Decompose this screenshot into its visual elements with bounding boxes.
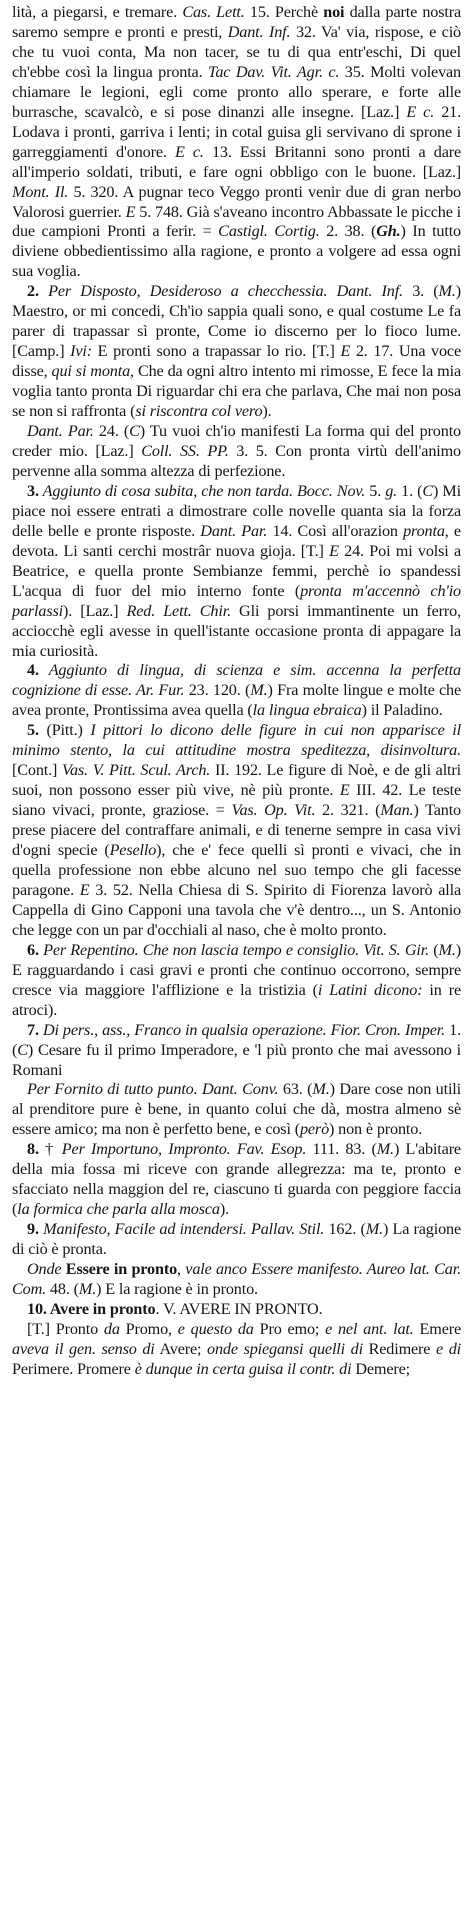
text-run: E pronti sono a trapassar lo rio. [T.]	[92, 342, 341, 361]
text-run: M.	[312, 1080, 330, 1099]
text-run: 8.	[27, 1140, 39, 1159]
text-run: 24. (	[93, 422, 130, 441]
text-run: Perimere. Promere	[12, 1359, 135, 1378]
text-run: E c.	[174, 142, 204, 161]
text-run: E	[339, 781, 350, 800]
text-run: qui si monta,	[51, 362, 134, 381]
text-run: noi	[323, 3, 345, 21]
text-run: , e devota. Li santi cerchi mostrâr nuova gioja. [T.]	[12, 521, 461, 560]
sense-3	[12, 482, 461, 662]
text-run: Demere;	[351, 1359, 410, 1378]
text-run: 10.	[27, 1299, 47, 1318]
text-run: ).	[262, 402, 272, 421]
text-run: ) Tu vuoi ch'io manifesti La forma qui del pronto creder mio. [Laz.]	[12, 422, 461, 460]
text-run: i Latini dicono:	[317, 980, 423, 999]
sense-7-cont	[12, 1080, 461, 1140]
text-run: 3. (	[402, 282, 439, 301]
text-run: Per Importuno, Impronto. Fav. Esop.	[61, 1140, 307, 1159]
text-run: è dunque in certa guisa il contr. di	[134, 1359, 352, 1378]
text-run: 35. Molti volevan chiamare le legioni, egli come pronto allo sperare, e forte alle burrasche, scavalcò, e si pose dinanzi alle insegne. [Laz.]	[12, 62, 461, 121]
text-run: Pesello	[109, 841, 157, 860]
text-run: la formica che parla alla mosca	[17, 1200, 220, 1219]
text-run: 162. (	[324, 1220, 366, 1239]
text-run: ,	[177, 1260, 186, 1279]
text-run: E c.	[406, 102, 435, 121]
text-run: M.	[376, 1140, 394, 1159]
text-run: ) E ragguardando i casi gravi e pronti che continuo occorrono, sempre cresce via maggiore l'afflizione e la tristizia (	[12, 940, 461, 999]
text-run: †	[38, 1140, 62, 1159]
text-run: Castigl. Cortig.	[218, 222, 320, 241]
text-run: g.	[385, 481, 398, 500]
text-run: 1. (	[397, 481, 423, 500]
text-run: 15. Perchè	[244, 3, 324, 21]
text-run: ) non è pronto.	[329, 1120, 423, 1139]
text-run: 3. 52. Nella Chiesa di S. Spirito di Fiorenza lavorò alla Cappella di Gino Capponi una tavola che v'è dentro..., un S. Antonio che legge con un par d'occhiali al naso, che è molto pronto.	[12, 880, 461, 939]
text-run: Aggiunto di lingua, di scienza e sim. accenna la perfetta cognizione di esse. Ar. Fur.	[12, 661, 461, 700]
text-run: e questo da	[177, 1319, 254, 1338]
text-run: 13. Essi Britanni sono pronti a dare all'imperio soldati, tributi, e fare ogni obbligo con le buone. [Laz.]	[12, 142, 461, 181]
text-run: 48. (	[46, 1280, 79, 1298]
text-run: la lingua ebraica	[252, 701, 362, 720]
text-run: [T.] Pronto	[27, 1319, 104, 1338]
text-run: I pittori lo dicono delle figure in cui non apparisce il minimo stento, la cui attitudine mostra speditezza, disinvoltura.	[12, 721, 461, 760]
text-run: II. 192. Le figure di Noè, e de gli altri suoi, non possono esser più vive, nè più pronte.	[12, 761, 461, 800]
text-run: Mont. Il.	[12, 182, 69, 201]
text-run: Vas. V. Pitt. Scul. Arch.	[62, 761, 211, 780]
text-run: Onde	[27, 1260, 62, 1279]
text-run: 5.	[27, 721, 39, 740]
text-run: 111. 83. (	[306, 1140, 377, 1159]
text-run: in re atroci).	[12, 980, 461, 1019]
text-run: M.	[78, 1280, 97, 1298]
text-run: si riscontra col vero	[135, 402, 263, 421]
text-run: Coll. SS. PP.	[141, 441, 229, 460]
text-run: 3. 5. Con pronta virtù dell'animo pervenne alla somma altezza di perfezione.	[12, 441, 461, 480]
text-run: 32. Va' via, rispose, e ciò che tu vuoi conta, Ma non tacer, se tu di qua entr'eschi, Di quel ch'ebbe così la lingua pronta.	[12, 22, 461, 81]
text-run: 2. 321. (	[315, 801, 381, 820]
text-run: dalla parte nostra saremo sempre e pronti e presti,	[12, 3, 461, 41]
text-run: 7.	[27, 1020, 39, 1039]
text-run: ) Cesare fu il primo Imperadore, e 'l più pronto che mai avessono i Romani	[12, 1040, 461, 1079]
text-run: C	[129, 422, 140, 441]
text-run: Pro emo;	[253, 1319, 326, 1338]
text-run: Aggiunto di cosa subita, che non tarda. Bocc. Nov.	[38, 481, 366, 500]
text-run: ), che e' fece quelli sì pronti e vivaci, che in quella professione non ebbe alcuno nel suo tempo che gli facesse paragone.	[12, 841, 461, 899]
text-run: Redimere	[362, 1339, 436, 1358]
text-run: 63. (	[278, 1080, 313, 1099]
text-run: lità, a piegarsi, e tremare.	[12, 3, 183, 21]
text-run: Per Repentino. Che non lascia tempo e consiglio. Vit. S. Gir.	[38, 940, 429, 959]
sense-5	[12, 721, 461, 940]
text-run: M.	[438, 940, 456, 959]
text-run: Cas. Lett.	[182, 3, 245, 21]
text-run: C	[17, 1040, 28, 1059]
sense-2	[12, 282, 461, 422]
sense-7	[12, 1021, 461, 1081]
text-run: . V. AVERE IN PRONTO.	[155, 1299, 323, 1318]
text-run: ) In tutto diviene obbedientissimo alla ragione, e pronto a volgere ad essa ogni sua voglia.	[12, 222, 462, 281]
sense-4	[12, 661, 461, 721]
text-run: Promo,	[119, 1319, 178, 1338]
text-run: ) E la ragione è in pronto.	[96, 1280, 258, 1298]
text-run: (	[429, 940, 439, 959]
text-run: III. 42. Le teste siano vivaci, pronte, graziose. =	[12, 781, 461, 820]
sense-8	[12, 1140, 461, 1220]
text-run: Red. Lett. Chir.	[126, 601, 231, 620]
text-run: Avere;	[154, 1339, 208, 1358]
text-run: 5. 748. Già s'aveano incontro Abbassate le picche i due campioni Pronti a ferir. =	[12, 202, 462, 241]
text-run: Che da ogni altro intento mi rimosse, E fece la mia voglia tanto pronta Di riguardar chi era che parlava, Che mai non posa se non si raffronta (	[12, 362, 461, 421]
text-run: M.	[438, 282, 456, 301]
text-run: ) La ragione di ciò è pronta.	[12, 1220, 462, 1259]
text-run: C	[422, 481, 434, 500]
text-run: pronta	[403, 521, 445, 540]
text-run: 2. 17. Una voce disse,	[12, 342, 461, 381]
text-run: ). [Laz.]	[62, 601, 127, 620]
text-run: onde spiegansi quelli di	[207, 1339, 363, 1358]
text-run: 24. Poi mi volsi a Beatrice, e quella pronte Sembianze femmi, perchè io spandessi L'acqua di fuor del mio interno fonte (	[12, 541, 462, 600]
text-run: Gli porsi immantinente un ferro, acciocchè egli avesse in quell'istante occasione pronta di appagare la mia curiosità.	[12, 601, 461, 660]
text-run: Emere	[413, 1319, 462, 1338]
text-run: Di pers., ass., Franco in qualsia operazione. Fior. Cron. Imper.	[38, 1020, 446, 1039]
text-run: Dant. Par.	[200, 521, 268, 540]
text-run: E	[340, 342, 351, 361]
text-run: e nel ant. lat.	[325, 1319, 414, 1338]
text-run: Essere in pronto	[61, 1260, 178, 1279]
text-run: Dant. Par.	[27, 422, 94, 441]
text-run: Avere in pronto	[46, 1299, 156, 1318]
sense-9	[12, 1220, 461, 1260]
text-run: (Pitt.)	[38, 721, 91, 740]
text-run: E	[125, 202, 136, 221]
text-run: 2. 38. (	[319, 222, 377, 241]
text-run: Per Fornito di tutto punto. Dant. Conv.	[27, 1080, 279, 1099]
text-run: ) Tanto prese piacere del contraffare animali, e di tenerne sempre in casa vivi d'ogni specie (	[12, 801, 461, 860]
text-run: ) Fra molte lingue e molte che avea pronte, Prontissima avea quella (	[12, 681, 462, 720]
text-run: 3.	[27, 481, 39, 500]
text-run: 1. (	[12, 1020, 461, 1059]
text-run: Manifesto, Facile ad intendersi. Pallav. Stil.	[38, 1220, 325, 1239]
text-run: 4.	[27, 661, 39, 680]
text-run: Man.	[380, 801, 414, 820]
text-run: aveva il gen. senso di	[12, 1339, 155, 1358]
text-run: 14. Così all'orazion	[267, 521, 404, 540]
text-run: 6.	[27, 940, 39, 959]
text-run: ) Maestro, or mi concedi, Ch'io sappia quali sono, e qual costume Le fa parer di trapassar sì pronte, Come io discerno per lo fioco lume. [Camp.]	[12, 282, 461, 361]
text-run: Tac Dav. Vit. Agr. c.	[208, 62, 340, 81]
text-run: pronta m'accennò ch'io parlassi	[12, 581, 462, 620]
text-run: Per Disposto, Desideroso a checchessia. Dant. Inf.	[38, 282, 403, 301]
sense-2-cont	[12, 422, 461, 482]
text-run: ) L'abitare della mia fossa mi riceve con grande allegrezza: ma te, pronto e sfacciato nella maggion del re, ciascuno ti guarda con peggiore faccia (	[12, 1140, 461, 1219]
text-run: 5. 320. A pugnar teco Veggo pronti venir due di gran nerbo Valorosi guerrier.	[12, 182, 461, 221]
text-run: [Cont.]	[12, 761, 63, 780]
text-run: ).	[219, 1200, 230, 1219]
text-run: 21. Lodava i pronti, garriva i lenti; in cotal guisa gli servivano di sprone i garreggiamenti d'onore.	[12, 102, 461, 161]
text-run: Ivi:	[70, 342, 92, 361]
text-run: vale anco Essere manifesto. Aureo lat. Car. Com.	[12, 1260, 461, 1298]
sense-6	[12, 941, 461, 1021]
text-run: 23. 120. (	[184, 681, 251, 700]
text-run: Gh.	[376, 222, 401, 241]
sense-9-cont	[12, 1260, 461, 1300]
text-run: però	[299, 1120, 330, 1139]
text-run: 5.	[365, 481, 386, 500]
para-continuation	[12, 3, 461, 282]
text-run: Dant. Inf.	[227, 22, 291, 41]
text-run: e di	[436, 1339, 461, 1358]
text-run: E	[329, 541, 339, 560]
text-run: da	[103, 1319, 120, 1338]
sense-10	[12, 1300, 461, 1320]
text-run: E	[79, 880, 90, 899]
text-run: 2.	[27, 282, 39, 301]
text-run: ) Mi piace noi essere entrati a dimostrare colle novelle quanta sia la forza delle belle e pronte risposte.	[12, 481, 461, 540]
text-run: ) Dare cose non utili al prenditore pure è bene, in quanto colui che dà, mostra almeno sè essere amico; ma non è perfetto bene, e così (	[12, 1080, 461, 1139]
etymology-note	[12, 1320, 461, 1380]
text-run: 9.	[27, 1220, 39, 1239]
text-run: Vas. Op. Vit.	[231, 801, 316, 820]
text-run: M.	[250, 681, 268, 700]
text-run: ) il Paladino.	[361, 701, 443, 720]
text-run: M.	[365, 1220, 383, 1239]
